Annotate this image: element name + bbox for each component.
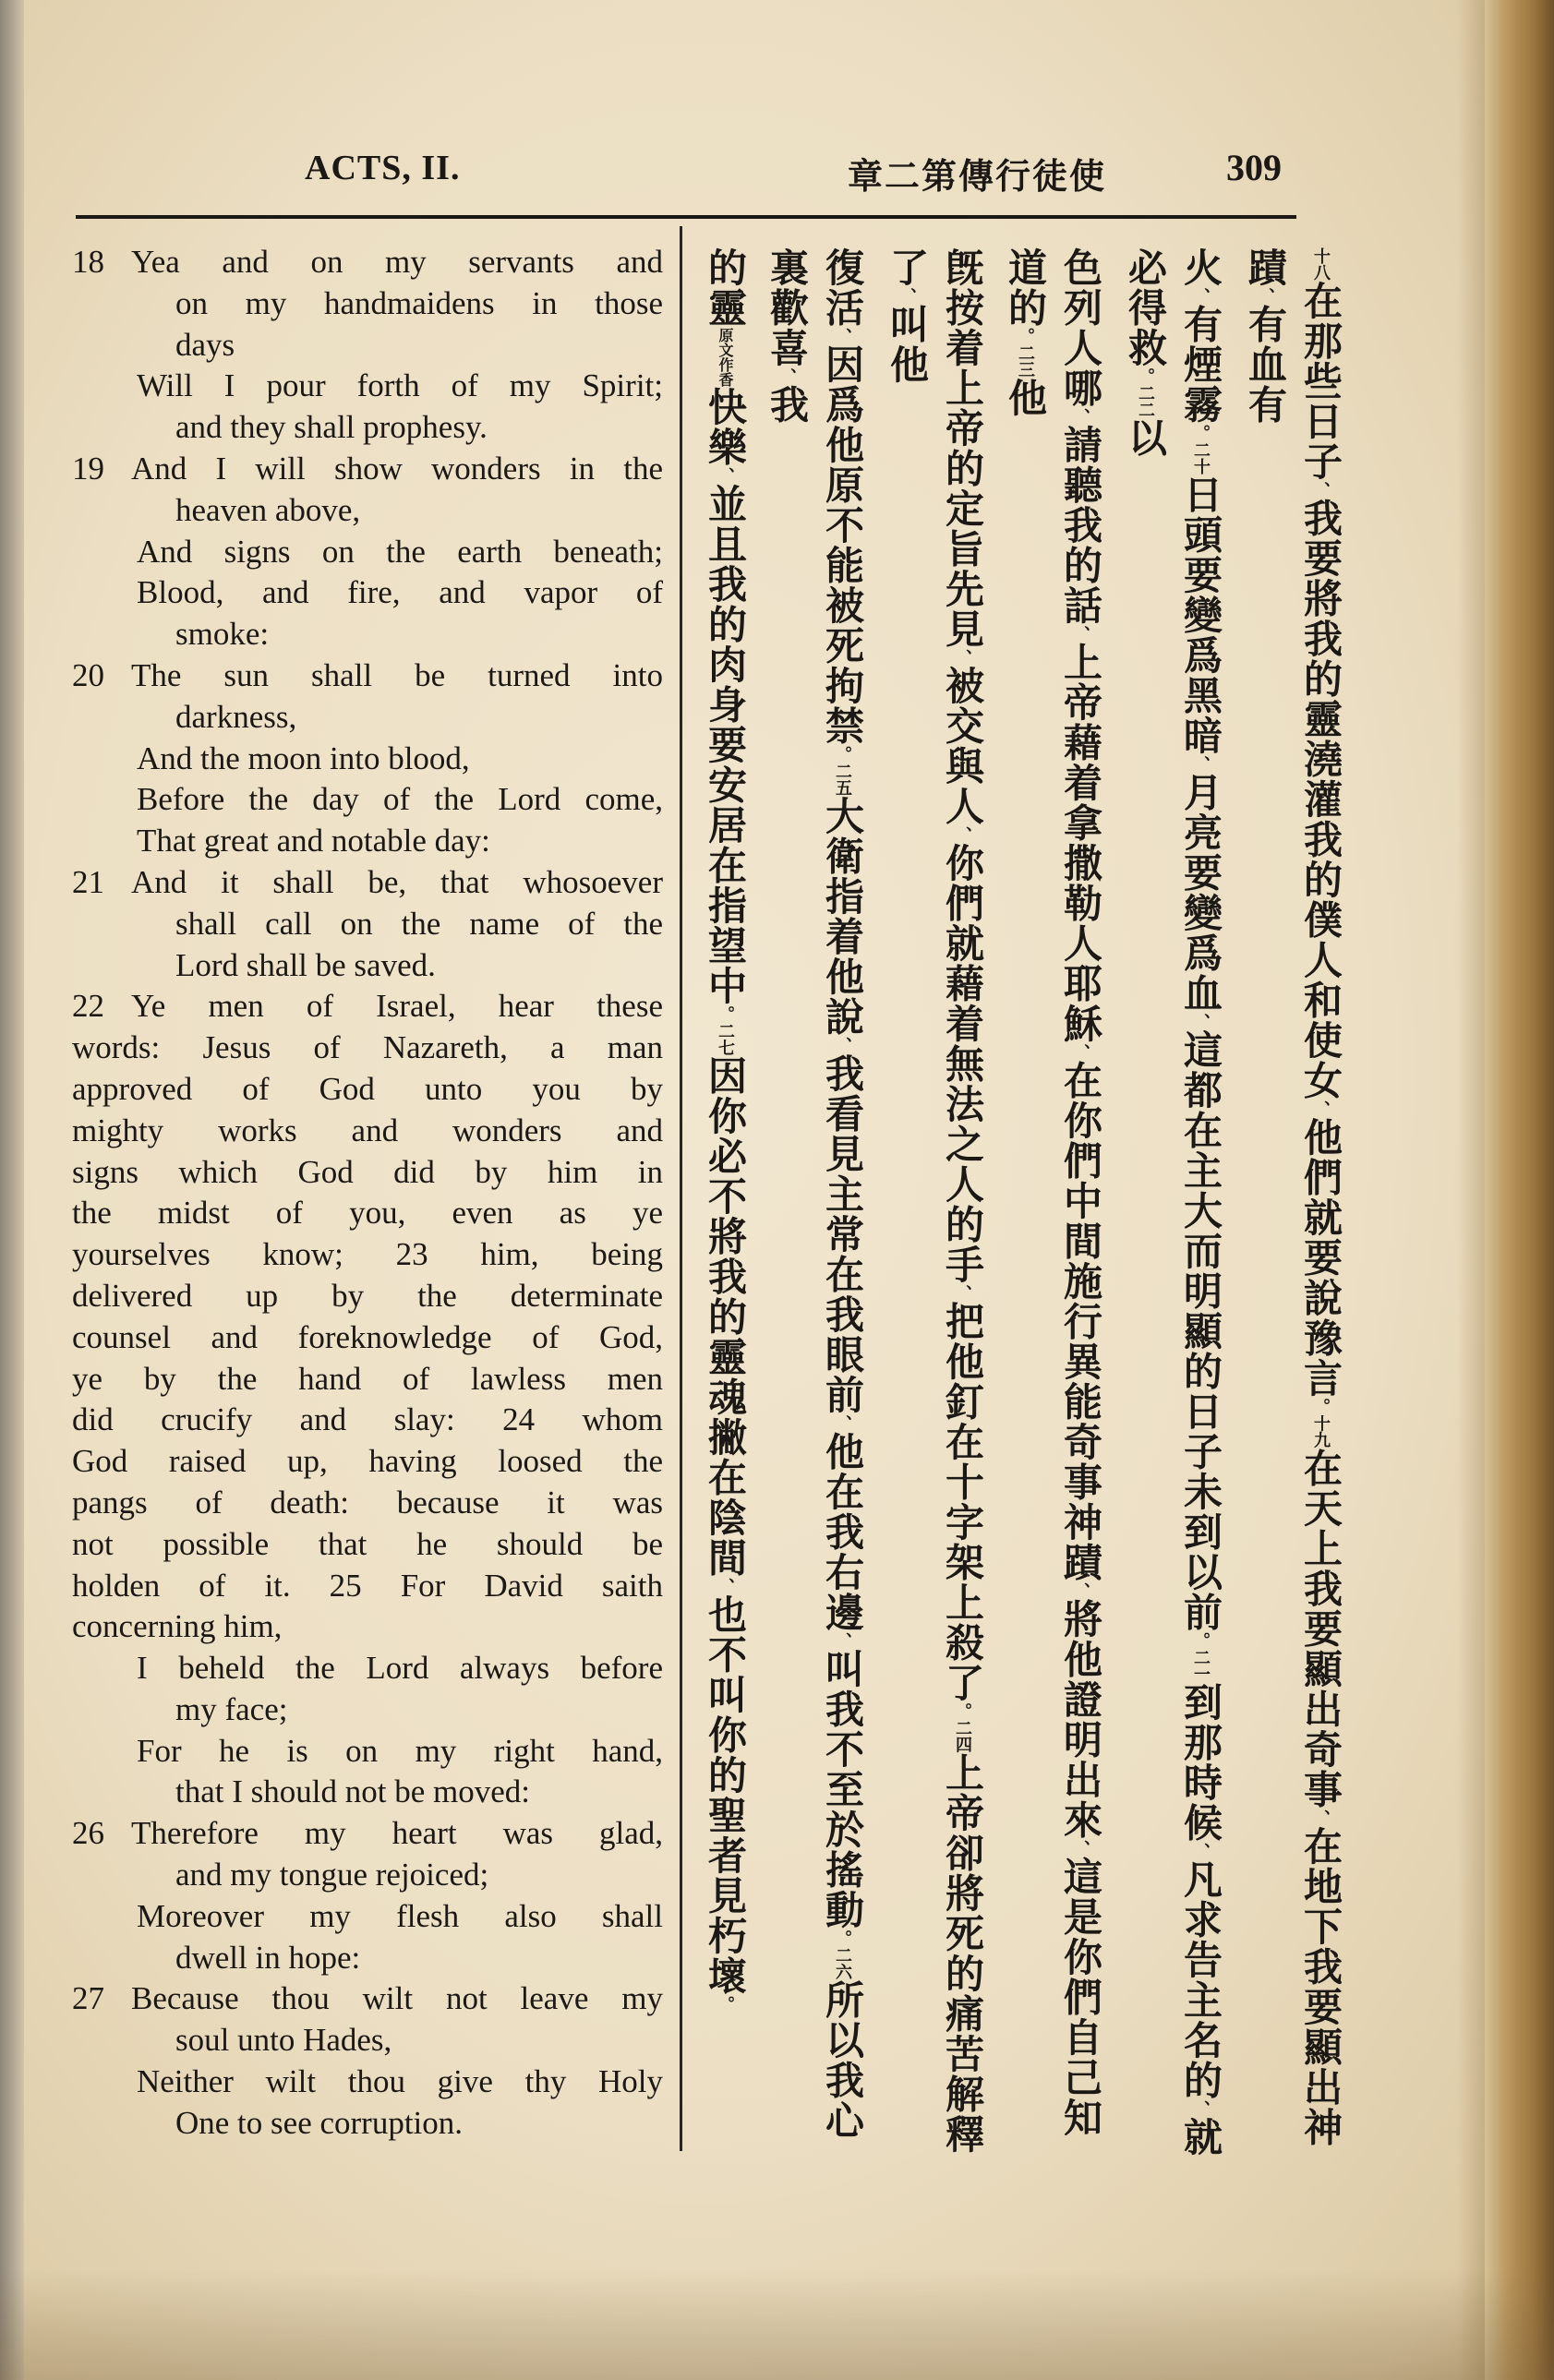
verse-line-text: And it shall be, that whosoever: [131, 863, 663, 900]
verse-line: [72, 1400, 663, 1441]
verse-number: 19: [72, 450, 104, 487]
verse-line: [72, 532, 663, 573]
verse-line: [72, 1566, 663, 1607]
chinese-column-2: [1123, 247, 1228, 2158]
punctuation: 、: [1191, 287, 1211, 305]
verse-line: [72, 1441, 663, 1483]
verse-line: [72, 2103, 663, 2145]
chinese-text: 在你們中間施行異能奇事神蹟: [1058, 1060, 1103, 1582]
chinese-text: 所以我心裏歡喜: [765, 247, 865, 2141]
verse-line-text: signs which God did by him in: [72, 1153, 663, 1190]
verse-line-text: Before the day of the Lord come,: [137, 781, 663, 818]
verse-line-text: Will I pour forth of my Spirit;: [137, 367, 663, 404]
verse-line-text: my face;: [175, 1690, 288, 1727]
verse-line: [72, 986, 663, 1028]
chinese-text: 也不叫你的聖者見朽壞: [703, 1594, 748, 1996]
chinese-text: 這都在主大而明顯的日子未到以前: [1178, 1029, 1223, 1632]
verse-line-text: Moreover my flesh also shall: [137, 1897, 663, 1934]
chinese-text: 我: [765, 384, 810, 425]
header-rule: [76, 215, 1296, 219]
punctuation: 。: [1191, 425, 1211, 441]
verse-line-text: And I will show wonders in the: [131, 450, 663, 487]
chinese-text: 他: [1003, 378, 1048, 418]
punctuation: 、: [953, 1284, 972, 1302]
chinese-text: 火: [1178, 247, 1223, 288]
chinese-text: 你們就藉着無法之人的手: [940, 843, 985, 1285]
verse-line: [72, 1772, 663, 1813]
verse-line: [72, 821, 663, 862]
punctuation: 、: [1311, 1100, 1331, 1117]
verse-line-text: And the moon into blood,: [137, 739, 470, 776]
verse-line: [72, 407, 663, 449]
chinese-column-4: [885, 247, 990, 2158]
chinese-text: 復活: [820, 247, 865, 328]
chinese-text: 我要將我的靈澆灌我的僕人和使女: [1298, 498, 1343, 1100]
verse-line: [72, 1193, 663, 1234]
punctuation: 、: [1071, 1840, 1090, 1857]
verse-line: [72, 1855, 663, 1896]
punctuation: 、: [1191, 1843, 1211, 1859]
verse-line: [72, 2061, 663, 2103]
verse-line-text: I beheld the Lord always before: [137, 1650, 663, 1687]
verse-line-text: delivered up by the determinate: [72, 1277, 663, 1314]
verse-line: [72, 945, 663, 987]
verse-line: [72, 614, 663, 655]
verse-marker: 二六: [833, 1946, 852, 1980]
chinese-text: 被交與人: [940, 666, 985, 826]
verse-line: [72, 366, 663, 407]
verse-line-text: days: [175, 326, 235, 363]
verse-line-text: approved of God unto you by: [72, 1070, 663, 1107]
verse-line-text: heaven above,: [175, 491, 361, 528]
verse-line: [72, 2020, 663, 2061]
verse-marker: 二十: [1191, 441, 1211, 475]
chinese-text: 在那些日子: [1298, 281, 1343, 482]
punctuation: 、: [1071, 625, 1090, 643]
punctuation: 。: [716, 1996, 735, 2013]
verse-line-text: yourselves know; 23 him, being: [72, 1236, 663, 1273]
page-bottom-shade: [0, 2269, 1554, 2380]
punctuation: 。: [1191, 1632, 1211, 1649]
verse-line-text: Ye men of Israel, hear these: [131, 988, 663, 1025]
punctuation: 、: [1071, 1043, 1090, 1061]
chinese-text: 並且我的肉身要安居在指望中: [703, 484, 748, 1006]
chinese-text: 因你必不將我的靈魂撇在陰間: [703, 1055, 748, 1578]
punctuation: 。: [1016, 328, 1035, 344]
page-number: 309: [1226, 147, 1282, 188]
verse-line: [72, 325, 663, 367]
chinese-column-3: [1003, 247, 1108, 2158]
chinese-text: 到那時候: [1178, 1682, 1223, 1843]
chinese-text: 叫他: [885, 304, 930, 385]
verse-line: [72, 1111, 663, 1152]
running-head-english: ACTS, II.: [305, 149, 461, 187]
verse-marker: 十九: [1311, 1414, 1331, 1448]
punctuation: 、: [953, 649, 972, 666]
chinese-text: 就必得救: [1123, 247, 1223, 2158]
verse-line-text: Because thou wilt not leave my: [131, 1980, 663, 2017]
verse-line-text: concerning him,: [72, 1608, 283, 1645]
verse-number: 21: [72, 863, 104, 900]
verse-line-text: did crucify and slay: 24 whom: [72, 1401, 663, 1438]
chinese-text: 在地下我要顯出神蹟: [1243, 247, 1343, 2147]
column-divider: [680, 226, 682, 2151]
verse-line: [72, 449, 663, 490]
chinese-text: 這是你們自己知道的: [1003, 247, 1103, 2138]
punctuation: 。: [953, 1702, 972, 1720]
verse-marker: 二四: [953, 1719, 972, 1753]
verse-line-text: The sun shall be turned into: [131, 656, 663, 693]
chinese-text: 有血有: [1243, 304, 1288, 425]
verse-line-text: Yea and on my servants and: [131, 244, 663, 280]
verse-line: [72, 779, 663, 821]
verse-line-text: mighty works and wonders and: [72, 1112, 663, 1148]
chinese-text: 上帝藉着拿撒勒人耶穌: [1058, 642, 1103, 1044]
verse-line-text: That great and notable day:: [137, 823, 490, 859]
punctuation: 。: [1311, 1398, 1331, 1415]
verse-marker: 二三: [1016, 344, 1035, 378]
punctuation: 、: [1071, 408, 1090, 425]
verse-line-text: One to see corruption.: [175, 2104, 464, 2141]
page-left-edge: [0, 0, 24, 2380]
punctuation: 、: [1071, 1582, 1090, 1599]
chinese-text: 大衛指着他說: [820, 796, 865, 1037]
verse-line: [72, 572, 663, 614]
chinese-text: 將他證明出來: [1058, 1599, 1103, 1840]
punctuation: 、: [1191, 1013, 1211, 1030]
verse-line: [72, 739, 663, 780]
punctuation: 、: [1311, 481, 1331, 499]
verse-line-text: holden of it. 25 For David saith: [72, 1567, 663, 1604]
verse-line: [72, 1648, 663, 1689]
verse-line: [72, 1606, 663, 1648]
running-head-chinese: 章二第傳行徒使: [848, 156, 1107, 197]
verse-line-text: Neither wilt thou give thy Holy: [137, 2063, 663, 2100]
verse-number: 27: [72, 1980, 104, 2017]
verse-line: [72, 283, 663, 325]
chinese-text: 快樂: [703, 387, 748, 467]
verse-line-text: ye by the hand of lawless men: [72, 1360, 663, 1397]
interlinear-note: 原文作香: [717, 328, 734, 387]
chinese-text: 因爲他原不能被死拘禁: [820, 344, 865, 746]
verse-line-text: that I should not be moved:: [175, 1773, 530, 1810]
verse-line: [72, 904, 663, 945]
verse-line: [72, 655, 663, 697]
verse-line: [72, 1938, 663, 1979]
book-page-edges: [1485, 0, 1554, 2380]
verse-line-text: Blood, and fire, and vapor of: [137, 574, 663, 611]
verse-line: [72, 1978, 663, 2020]
punctuation: 、: [1311, 1809, 1331, 1826]
chinese-text: 旣按着上帝的定旨先見: [940, 247, 985, 649]
verse-line-text: shall call on the name of the: [175, 905, 663, 942]
verse-line-text: the midst of you, even as ye: [72, 1195, 663, 1232]
verse-number: 26: [72, 1815, 104, 1852]
chinese-text: 凡求告主名的: [1178, 1859, 1223, 2100]
verse-marker: 二七: [716, 1022, 735, 1056]
verse-line-text: and my tongue rejoiced;: [175, 1857, 489, 1893]
verse-marker: 二一: [1191, 1649, 1211, 1682]
chinese-text: 請聽我的話: [1058, 425, 1103, 626]
verse-line-text: Therefore my heart was glad,: [131, 1815, 663, 1852]
verse-line: [72, 1524, 663, 1566]
verse-line: [72, 1483, 663, 1524]
punctuation: 、: [1256, 287, 1275, 305]
punctuation: 、: [833, 1037, 852, 1053]
verse-marker: 二二: [1136, 384, 1155, 418]
punctuation: 、: [833, 328, 852, 344]
verse-line-text: soul unto Hades,: [175, 2022, 392, 2059]
punctuation: 、: [833, 1632, 852, 1649]
punctuation: 。: [1136, 367, 1155, 385]
verse-line: [72, 1028, 663, 1069]
verse-line-text: And signs on the earth beneath;: [137, 533, 663, 570]
verse-line: [72, 697, 663, 739]
chinese-text: 他們就要說豫言: [1298, 1117, 1343, 1399]
verse-number: 22: [72, 988, 104, 1025]
verse-line-text: words: Jesus of Nazareth, a man: [72, 1029, 663, 1066]
verse-line: [72, 1813, 663, 1855]
verse-line: [72, 862, 663, 904]
chinese-column-6: [697, 247, 753, 2158]
verse-line: [72, 1896, 663, 1938]
verse-line-text: counsel and foreknowledge of God,: [72, 1318, 663, 1355]
verse-line-text: smoke:: [175, 616, 270, 653]
verse-line-text: not possible that he should be: [72, 1525, 663, 1562]
punctuation: 、: [953, 826, 972, 843]
chinese-text: 日頭要變爲黑暗: [1178, 475, 1223, 756]
punctuation: 、: [1191, 2100, 1211, 2117]
verse-line: [72, 242, 663, 283]
verse-line: [72, 1317, 663, 1359]
verse-number: 18: [72, 244, 104, 280]
verse-line-text: on my handmaidens in those: [175, 284, 663, 321]
punctuation: 、: [897, 287, 917, 305]
verse-line-text: dwell in hope:: [175, 1939, 361, 1976]
punctuation: 、: [777, 367, 797, 385]
punctuation: 、: [833, 1414, 852, 1432]
verse-line-text: and they shall prophesy.: [175, 409, 488, 446]
chinese-text: 在天上我要顯出奇事: [1298, 1448, 1343, 1809]
chinese-column-1: [1243, 247, 1348, 2158]
verse-line: [72, 1689, 663, 1731]
verse-line-text: Lord shall be saved.: [175, 946, 436, 983]
verse-number: 20: [72, 656, 104, 693]
chinese-column-5: [765, 247, 870, 2158]
chinese-text: 叫我不至於搖動: [820, 1649, 865, 1930]
verse-line: [72, 490, 663, 532]
verse-line-text: darkness,: [175, 698, 297, 735]
chinese-text: 上帝卻將死的痛苦解釋了: [885, 247, 985, 2155]
verse-line: [72, 1359, 663, 1400]
chinese-text: 把他釘在十字架上殺了: [940, 1301, 985, 1703]
chinese-text: 有煙霧: [1178, 304, 1223, 425]
verse-line: [72, 1731, 663, 1773]
punctuation: 、: [1191, 755, 1211, 773]
chinese-text: 色列人哪: [1058, 247, 1103, 408]
verse-line-text: pangs of death: because it was: [72, 1484, 663, 1521]
verse-line: [72, 1069, 663, 1111]
chinese-text: 的靈: [703, 247, 748, 328]
chinese-text: 以: [1123, 417, 1168, 458]
verse-marker: 十八: [1311, 247, 1331, 281]
punctuation: 、: [716, 1578, 735, 1594]
verse-marker: 二五: [833, 763, 852, 796]
punctuation: 。: [716, 1005, 735, 1023]
verse-line: [72, 1152, 663, 1194]
verse-line: [72, 1276, 663, 1317]
chinese-text: 他在我右邊: [820, 1431, 865, 1632]
chinese-text: 我看見主常在我眼前: [820, 1053, 865, 1415]
punctuation: 。: [833, 1929, 852, 1947]
verse-line: [72, 1234, 663, 1276]
verse-line-text: God raised up, having loosed the: [72, 1443, 663, 1480]
english-text-column: [72, 242, 663, 2145]
punctuation: 。: [833, 746, 852, 763]
verse-line-text: For he is on my right hand,: [137, 1732, 663, 1769]
punctuation: 、: [716, 467, 735, 484]
chinese-text: 月亮要變爲血: [1178, 772, 1223, 1014]
